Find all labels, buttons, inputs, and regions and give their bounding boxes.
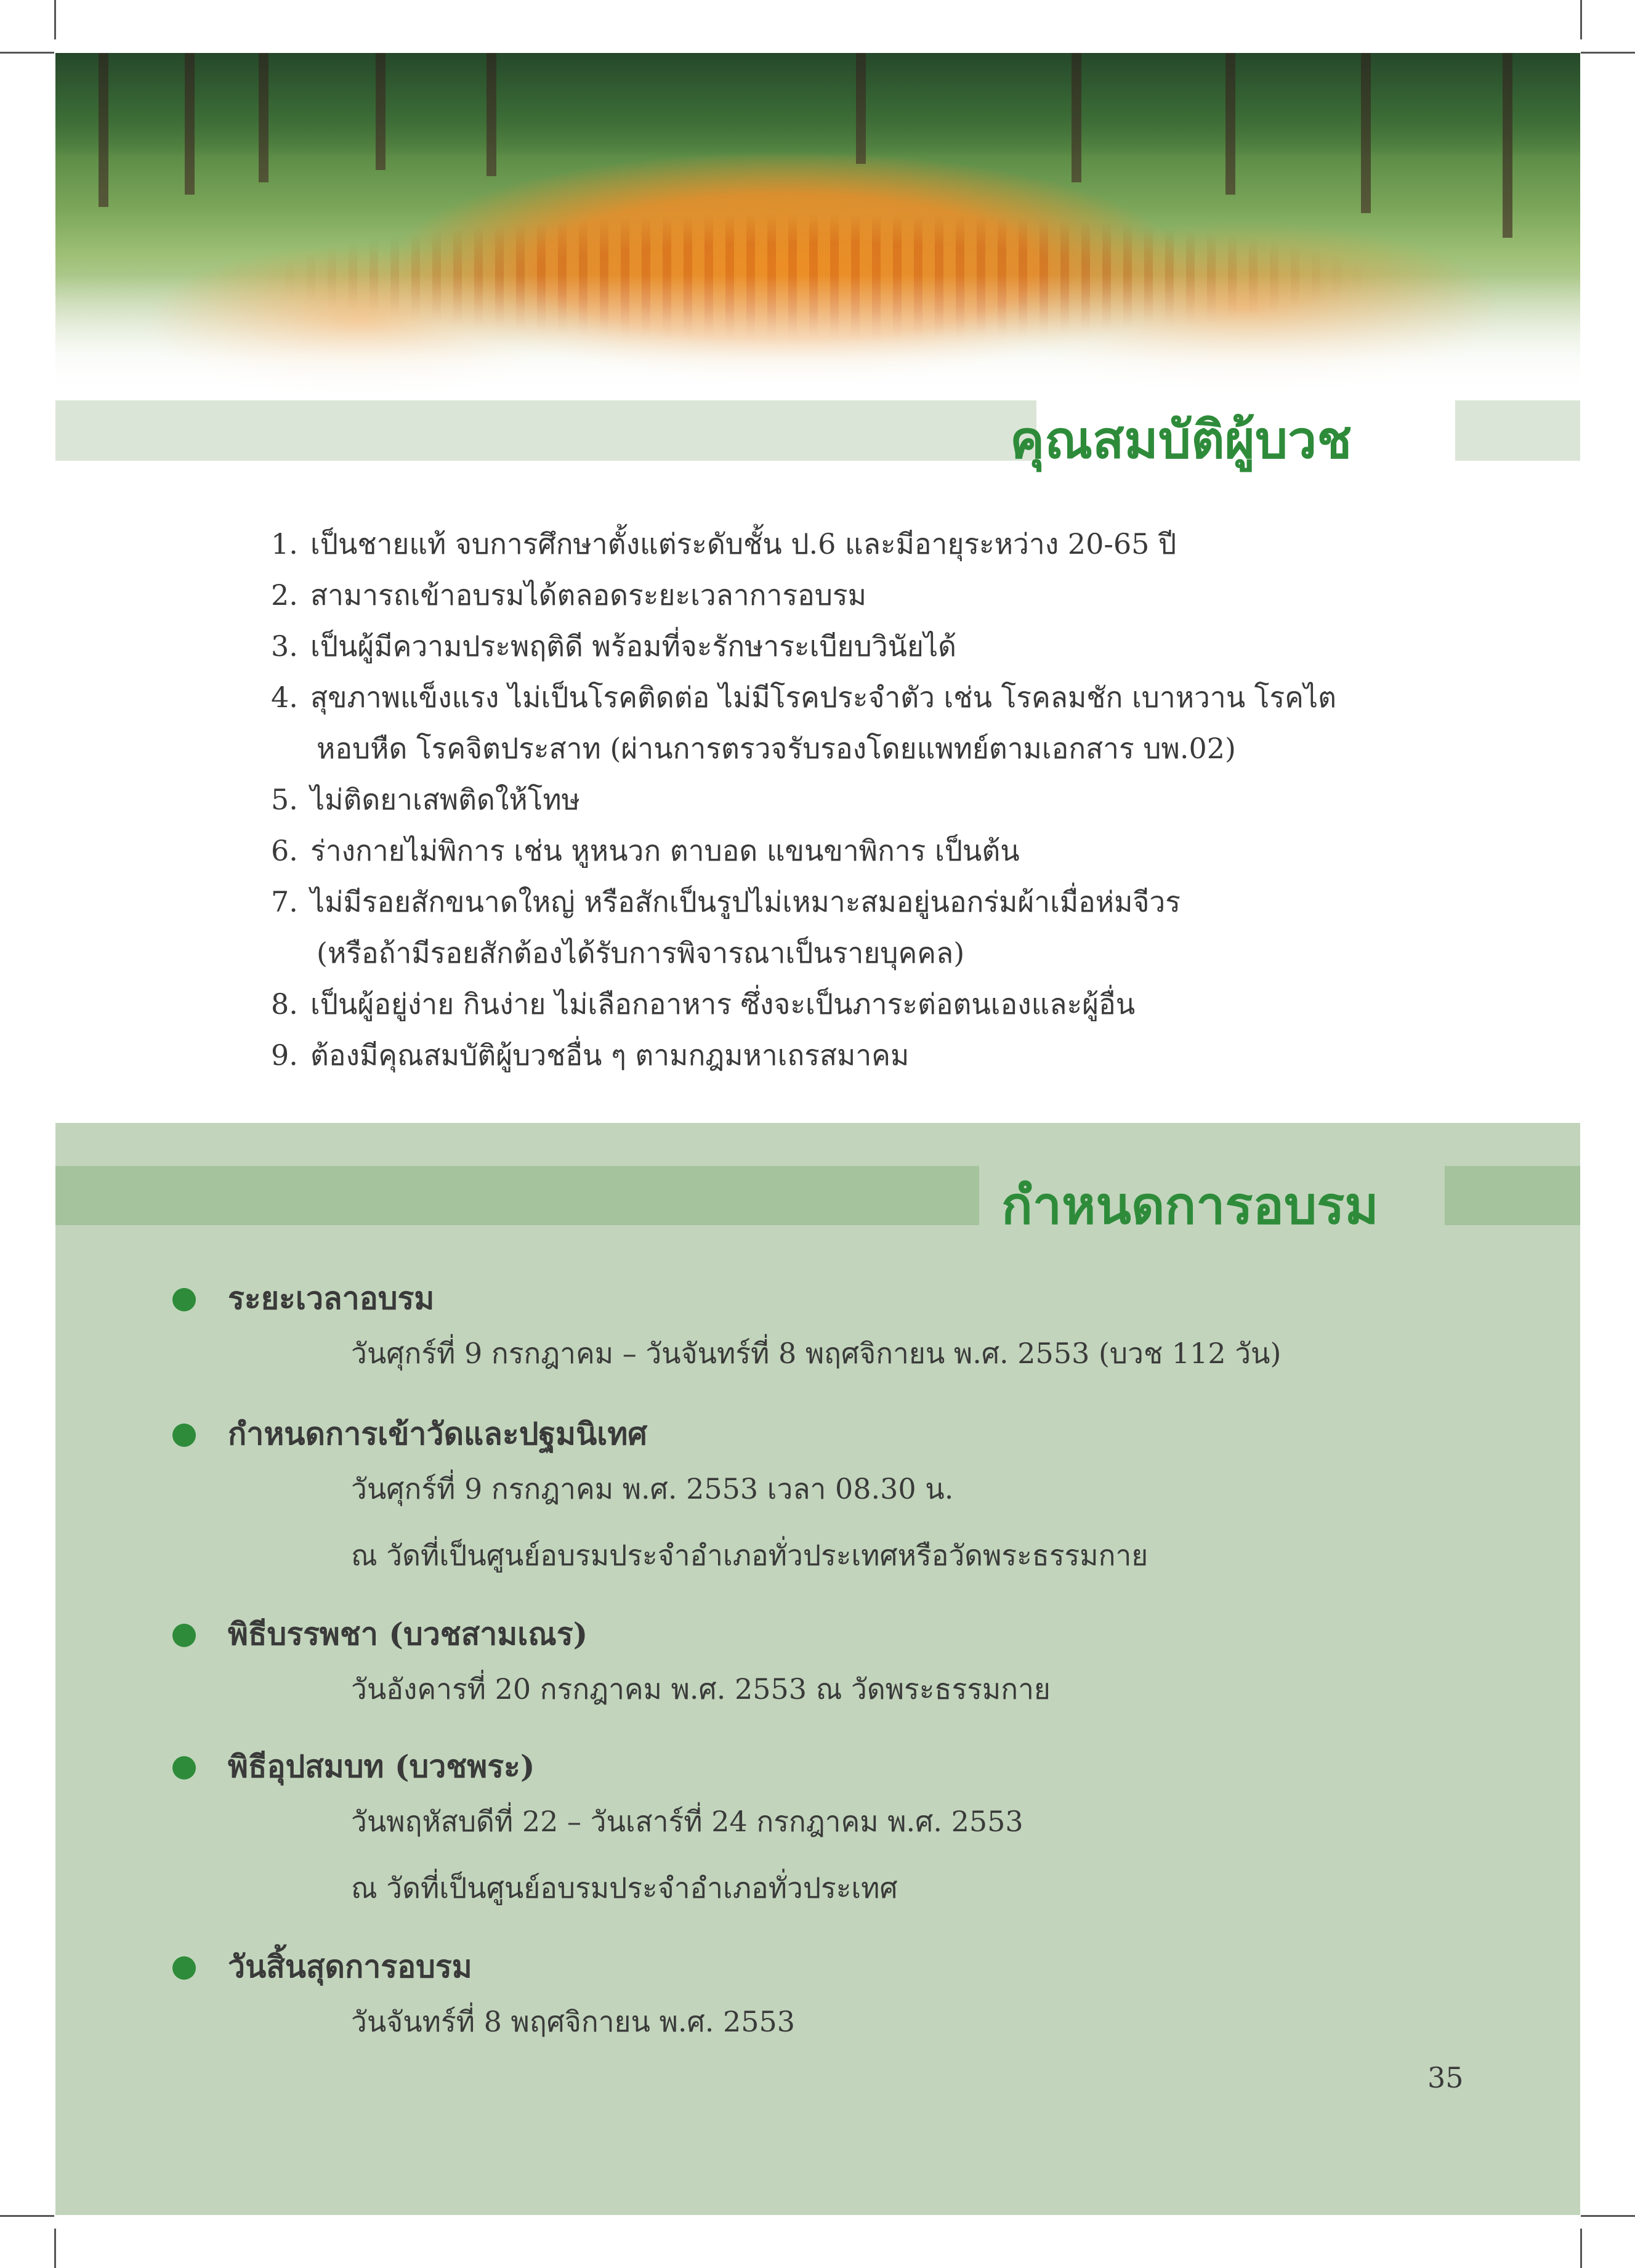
page-number: 35: [1427, 2061, 1464, 2094]
list-item: 4. สุขภาพแข็งแรง ไม่เป็นโรคติดต่อ ไม่มีโรคประจำตัว เช่น โรคลมชัก เบาหวาน โรคไต หอบหืด โรคจิตประสาท (ผ่านการตรวจรับรองโดยแพทย์ตามเอกสาร บพ.02): [271, 681, 1336, 765]
list-item: 1. เป็นชายแท้ จบการศึกษาตั้งแต่ระดับชั้น ป.6 และมีอายุระหว่าง 20-65 ปี: [271, 527, 1177, 561]
list-item: 2. สามารถเข้าอบรมได้ตลอดระยะเวลาการอบรม: [271, 578, 866, 612]
schedule-line: ณ วัดที่เป็นศูนย์อบรมประจำอำเภอทั่วประเทศหรือวัดพระธรรมกาย: [351, 1539, 1149, 1572]
bullet-icon: [172, 1756, 196, 1780]
bullet-icon: [172, 1624, 196, 1647]
schedule-panel: [55, 1123, 1580, 2215]
schedule-line: ณ วัดที่เป็นศูนย์อบรมประจำอำเภอทั่วประเทศ: [351, 1871, 898, 1905]
schedule-line: วันอังคารที่ 20 กรกฎาคม พ.ศ. 2553 ณ วัดพระธรรมกาย: [351, 1672, 1051, 1706]
crop-mark: [54, 2229, 56, 2268]
schedule-title: กำหนดการอบรม: [1001, 1175, 1379, 1236]
crop-mark: [54, 0, 56, 39]
crop-mark: [1580, 2229, 1582, 2268]
schedule-block-monk-ordination: [228, 1745, 1023, 1921]
schedule-heading: กำหนดการเข้าวัดและปฐมนิเทศ: [228, 1415, 648, 1452]
hero-photo-monks-meditating: [55, 53, 1580, 398]
schedule-heading: พิธีอุปสมบท (บวชพระ): [228, 1748, 535, 1784]
schedule-block-end: [228, 1945, 795, 2055]
list-item: 9. ต้องมีคุณสมบัติผู้บวชอื่น ๆ ตามกฎมหาเถรสมาคม: [271, 1039, 910, 1072]
crop-mark: [0, 52, 54, 54]
list-item: 7. ไม่มีรอยสักขนาดใหญ่ หรือสักเป็นรูปไม่เหมาะสมอยู่นอกร่มผ้าเมื่อห่มจีวร (หรือถ้ามีรอยสักต้องได้รับการพิจารณาเป็นรายบุคคล): [271, 885, 1181, 970]
crop-mark: [1581, 52, 1635, 54]
crop-mark: [1581, 2215, 1635, 2217]
qualifications-title: คุณสมบัติผู้บวช: [1010, 410, 1352, 470]
bullet-icon: [172, 1424, 196, 1447]
crop-mark: [1580, 0, 1582, 39]
crop-mark: [0, 2215, 54, 2217]
schedule-block-orientation: [228, 1412, 1148, 1589]
schedule-line: วันจันทร์ที่ 8 พฤศจิกายน พ.ศ. 2553: [351, 2005, 796, 2038]
list-item: 6. ร่างกายไม่พิการ เช่น หูหนวก ตาบอด แขนขาพิการ เป็นต้น: [271, 834, 1020, 867]
schedule-line: วันศุกร์ที่ 9 กรกฎาคม – วันจันทร์ที่ 8 พฤศจิกายน พ.ศ. 2553 (บวช 112 วัน): [351, 1337, 1282, 1370]
list-item: 5. ไม่ติดยาเสพติดให้โทษ: [271, 783, 580, 816]
schedule-line: วันพฤหัสบดีที่ 22 – วันเสาร์ที่ 24 กรกฎาคม พ.ศ. 2553: [351, 1805, 1023, 1838]
bullet-icon: [172, 1288, 196, 1311]
bullet-icon: [172, 1956, 196, 1980]
tree-canopy: [55, 53, 1580, 158]
schedule-heading: ระยะเวลาอบรม: [228, 1280, 435, 1316]
schedule-heading: วันสิ้นสุดการอบรม: [228, 1948, 472, 1985]
list-item: 3. เป็นผู้มีความประพฤติดี พร้อมที่จะรักษาระเบียบวินัยได้: [271, 630, 956, 663]
schedule-block-novice-ordination: [228, 1613, 1051, 1722]
schedule-block-duration: [228, 1277, 1281, 1387]
schedule-heading: พิธีบรรพชา (บวชสามเณร): [228, 1616, 588, 1652]
list-item: 8. เป็นผู้อยู่ง่าย กินง่าย ไม่เลือกอาหาร ซึ่งจะเป็นภาระต่อตนเองและผู้อื่น: [271, 987, 1136, 1021]
schedule-line: วันศุกร์ที่ 9 กรกฎาคม พ.ศ. 2553 เวลา 08.30 น.: [351, 1472, 954, 1505]
qualifications-list: [271, 519, 1441, 1081]
